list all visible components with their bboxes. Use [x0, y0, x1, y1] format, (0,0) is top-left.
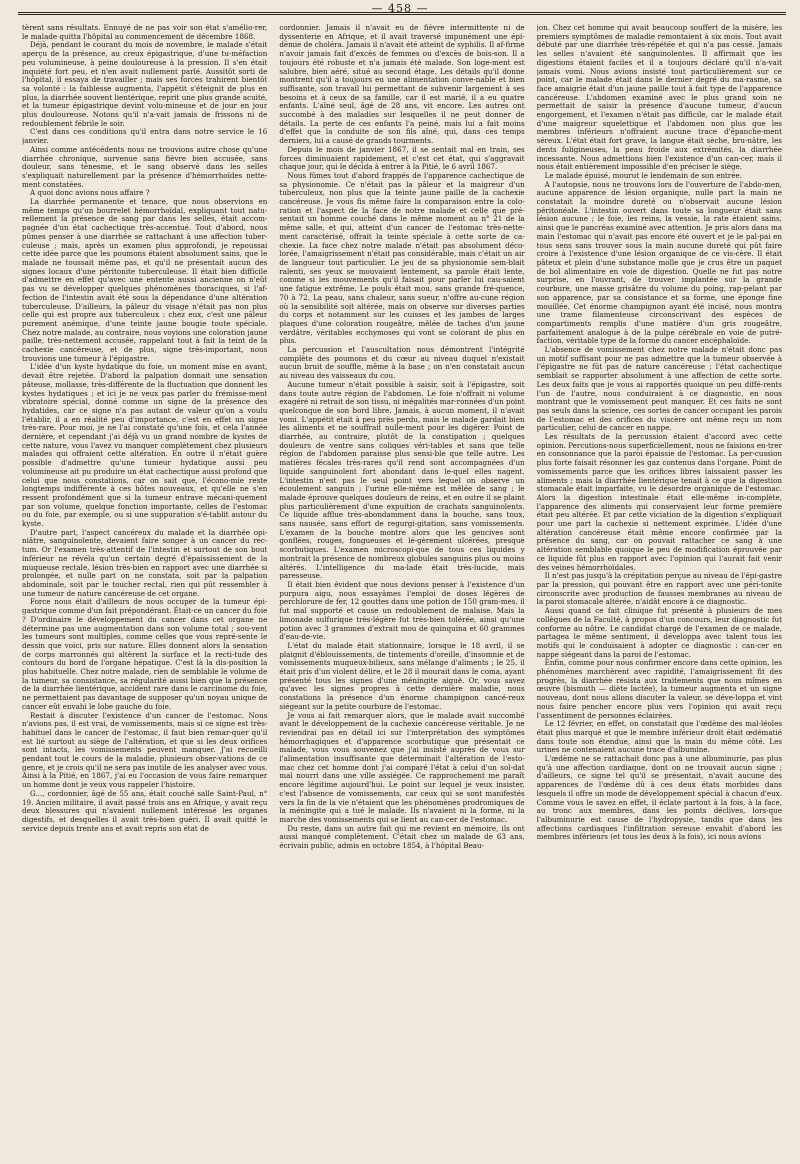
- text-columns: [22, 24, 782, 1156]
- paragraph: C'est dans ces conditions qu'il entra dans notre service le 16 janvier.: [22, 127, 268, 146]
- paragraph: A l'autopsie, nous ne trouvons lors de l'ouverture de l'abdo-men, aucune apparence de lésion organique, nulle part la main ne constatait la moindre dureté ou n'observait aucune lésion péritonéale. L'intestin ouvert dans toute sa longueur était sans lésion aucune ; le foie, les reins, la vessie, la rate étaient sains, ainsi que le pancréas examiné avec attention. Je pris alors dans ma main l'estomac qui n'avait pas encore été ouvert et je le pal-pai en tous sens sans trouver sous la main aucune dureté qui pût faire croire à l'existence d'une lésion organique de ce vis-cère. Il était pâteux et plein d'une substance molle que je crus être un paquet de bol alimentaire en voie de digestion. Quelle ne fut pas notre surprise, en l'ouvrant, de trouver implantée sur la grande courbure, une masse grisâtre du volume du poing, rap-pelant par son apparence, par sa consistance et sa forme, une éponge fine mouillée. Cet énorme champignon ayant été incisé, nous montra une trame filamenteuse circonscrivant des espèces de compartiments remplis d'une matière d'un gris rougeâtre, parfaitement analogue à de la pulpe cérébrale en voie de putré-faction, véritable type de la forme du cancer encéphaloïde.: [536, 179, 782, 346]
- paragraph: Depuis le mois de janvier 1867, il se sentait mal en train, ses forces diminuaient rapidement, et c'est cet état, qui s'aggravait chaque jour, qui le décida à entrer à la Pitié, le 6 avril 1867.: [279, 144, 525, 172]
- paragraph: Force nous était d'ailleurs de nous occuper de la tumeur épi-gastrique comme d'un fait prépondérant. Était-ce un cancer du foie ? D'ordinaire le développement du cancer dans cet organe ne détermine pas une augmentation dans son volume total ; sou-vent les tumeurs sont multiples, comme celles que vous repré-sente le dessin que voici, pris sur nature. Elles donnent alors la sensation de corps marronnés qui altèrent la surface et la recti-tude des contours du bord de l'organe hépatique. C'est là la dis-position la plus habituelle. Chez notre malade, rien de semblable le volume de la tumeur, sa consistance, sa régularité aussi bien que la présence de la diarrhée lientérique, accident rare dans le carcinome du foie, ne permettaient pas davantage de supposer qu'un noyau unique de cancer eût envahi le lobe gauche du foie.: [22, 597, 268, 711]
- paragraph: Du reste, dans un autre fait qui me revient en mémoire, ils ont aussi manqué complètement. C'était chez un malade de 63 ans, écrivain public, admis en octobre 1854, à l'hôpital Beau-: [279, 823, 525, 851]
- paragraph: L'état du malade était stationnaire, lorsque le 18 avril, il se plaignit d'éblouissements, de tintements d'oreille, d'insomnie et de vomissements muqueux-bilieux, sans mélange d'aliments ; le 25, il était pris d'un violent délire, et le 28 il mourait dans le coma, ayant présenté tous les signes d'une méningite aiguë. Or, vous savez qu'avec les signes propres à cette dernière maladie, nous constations la présence d'un énorme champignon cancé-reux siégeant sur la petite courbure de l'estomac.: [279, 640, 525, 711]
- paragraph: Je vous ai fait remarquer alors, que le malade avait succombé avant le développement de la cachexie cancéreuse véritable. Je ne reviendrai pas en détail ici sur l'interprétation des symptômes hémorrhagiques et d'apparence scorbutique que présentait ce malade, vous vous souvenez que j'ai insisté auprès de vous sur l'alimentation insuffisante que déterminait l'altération de l'esto-mac chez cet homme dont j'ai comparé l'état à celui d'un sol-dat mal nourri dans une ville assiégée. Ce rapprochement me paraît encore légitime aujourd'hui. Le point sur lequel je veux insister, c'est l'absence de vomissements, car ceux qui se sont manifestés vers la fin de la vie n'étaient que les phénomènes prodromiques de la méningite qui a tué le malade. Ils n'avaient ni la forme, ni la marche des vomissements qui se lient au can-cer de l'estomac.: [279, 710, 525, 824]
- paragraph: G..., cordonnier, âgé de 55 ans, était couché salle Saint-Paul, n° 19. Ancien militaire, il avait passé trois ans en Afrique, y avait reçu deux blessures qui n'avaient nullement intéressé les organes digestifs, et desquelles il avait très-bien guéri. Il avait quitté le service depuis trente ans et avait repris son état de: [22, 788, 268, 833]
- paragraph: Il était bien évident que nous devions penser à l'existence d'un purpura aigu, nous essayâmes l'emploi de doses légères de perchlorure de fer, 12 gouttes dans une potion de 150 gram-mes, il fut mal supporté et cause un redoublement de malaise. Mais la limonade sulfurique très-légère fut très-bien tolérée, ainsi qu'une potion avec 3 grammes d'extrait mou de quinquina et 60 grammes d'eau-de-vie.: [279, 580, 525, 642]
- paragraph: A quoi donc avions nous affaire ?: [30, 188, 150, 198]
- paragraph: Restait à discuter l'existence d'un cancer de l'estomac. Nous n'avions pas, il est vrai, de vomissements, mais si ce signe est très-habituel dans le cancer de l'estomac, il faut bien remar-quer qu'il est lié surtout au siège de l'altération, et que si les deux orifices sont intacts, les vomissements peuvent manquer. J'ai recueilli pendant tout le cours de la maladie, plusieurs obser-vations de ce genre, et je crois qu'il ne sera pas inutile de les analyser avec vous. Ainsi à la Pitié, en 1867, j'ai eu l'occasion de vous faire remarquer un homme dont je veux vous rappeler l'histoire.: [22, 710, 268, 790]
- header-rule: [18, 12, 786, 15]
- paragraph: tèrent sans résultats. Ennuyé de ne pas voir son état s'amélio-rer, le malade quitta l'hôpital au commencement de décembre 1868.: [22, 24, 268, 41]
- paragraph: Nous fûmes tout d'abord frappés de l'apparence cachectique de sa physionomie. Ce n'était pas la pâleur et la maigreur d'un tuberculeux, non plus que la teinte jaune paille de la cachexie cancéreuse. Je vous fis même faire la comparaison entre la colo-ration et l'aspect de la face de notre malade et celle que pré-sentait un homme couché dans le même moment au n° 21 de la même salle, et qui, atteint d'un cancer de l'estomac très-nette-ment caractérisé, offrait la teinte spéciale à cette sorte de ca-chexie. La face chez notre malade n'était pas absolument déco-lorée, l'amaigrissement n'était pas considérable, mais c'était un air de langueur tout particulier. Le jeu de sa physionomie sem-blait ralenti, ses yeux se mouvaient lentement, sa parole était lente, comme si les mouvements qu'il faisait pour parler lui cau-saient une fatigue extrême. Le pouls était mou, sans grande fré-quence, 70 à 72. La peau, sans chaleur, sans sueur, n'offre au-cune région où la sensibilité soit altérée, mais on observe sur diverses parties du corps et notamment sur les cuisses et les jambes de larges plaques d'une coloration rougeâtre, mêlée de taches d'un jaune verdâtre, véritables ecchymoses qui vont se colorant de plus en plus.: [279, 170, 525, 346]
- column-left: [22, 24, 267, 1156]
- paragraph: Enfin, comme pour nous confirmer encore dans cette opinion, les phénomènes marchèrent avec rapidité, l'amaigrissement fit des progrès, la diarrhée résista aux traitements que nous mîmes en œuvre (bismuth — diète lactée), la tumeur augmenta et un signe nouveau, dont nous allons discuter la valeur, se déve-loppa et vint nous faire pencher encore plus vers l'opinion qui avait reçu l'assentiment de personnes éclairées.: [536, 658, 782, 720]
- paragraph: D'autre part, l'aspect cancéreux du malade et la diarrhée opi-niâtre, sanguinolente, devaient faire songer à un cancer du rec-tum. Or l'examen très-attentif de l'intestin et surtout de son bout inférieur ne révéla qu'un certain degré d'épaississement de la muqueuse rectale, lésion très-bien en rapport avec une diarrhée si prolongée, et nulle part on ne constata, soit par la palpation abdominale, soit par le toucher rectal, rien qui pût ressembler à une tumeur de nature cancéreuse de cet organe.: [22, 527, 268, 598]
- paragraph: La percussion et l'auscultation nous démontrent l'intégrité complète des poumons et du cœur au niveau duquel n'existait aucun bruit de souffle, même à la base ; on n'en constatait aucun au niveau des vaisseaux du cou.: [279, 345, 525, 381]
- paragraph: cordonnier. Jamais il n'avait eu de fièvre intermittente ni de dyssenterie en Afrique, et il avait traversé impunément une épi-démie de choléra. Jamais il n'avait été atteint de syphilis. Il af-firme n'avoir jamais fait d'excès de femmes ou d'excès de bois-son. Il a toujours été robuste et n'a jamais été malade. Son loge-ment est salubre, bien aéré, situé au second étage. Les détails qu'il donne montrent qu'il a toujours eu une alimentation conve-nable et bien suffisante, son travail lui permettant de subvenir largement à ses besoins et à ceux de sa famille, car il est marié, il a eu quatre enfants. L'aîné seul, âgé de 28 ans, vit encore. Les autres ont succombé à des maladies sur lesquelles il ne peut donner de détails. La perte de ces enfants l'a peiné, mais lui a fait moins d'effet que la conduite de son fils aîné, qui, dans ces temps derniers, lui a causé de grands tourments.: [279, 24, 525, 146]
- paragraph: Ainsi comme antécédents nous ne trouvions autre chose qu'une diarrhée chronique, survenue sans fièvre bien accusée, sans douleur, sans ténesme, et le sang observé dans les selles s'expliquait naturellement par la présence d'hémorrhoïdes nette-ment constatées.: [22, 144, 268, 189]
- paragraph: L'idée d'un kyste hydatique du foie, un moment mise en avant, devait être rejetée. D'abord la palpation donnait une sensation pâteuse, mollasse, très-différente de la fluctuation que donnent les kystes hydatiques ; et ici je ne veux pas parler du frémisse-ment vibratoire spécial, donné comme un signe de la présence des hydatides, car ce signe n'a pas autant de valeur qu'on a voulu l'établir, il a en réalité peu d'importance, c'est en effet un signe très-rare. Pour moi, je ne l'ai constaté qu'une fois, et cela l'année dernière, et cependant j'ai déjà vu un grand nombre de kystes de cette nature, vous l'avez vu manquer complètement chez plusieurs malades qui offraient cette altération. En outre il n'était guère possible d'admettre qu'une tumeur hydatique aussi peu volumineuse ait pu produire un état cachectique aussi profond que celui que nous constations, car on sait que, l'écono-mie reste longtemps indifférente à ces hôtes nouveaux, et qu'elle ne s'en ressent profondément que si la tumeur entrave mécani-quement par son volume, quelque fonction importante, celles de l'estomac ou du foie, par exemple, ou si une suppuration s'é-tablit autour du kyste.: [22, 362, 268, 529]
- paragraph: Il n'est pas jusqu'à la crépitation perçue au niveau de l'épi-gastre par la pression, qui pouvant être en rapport avec une péri-tonite circonscrite avec production de fausses membranes au niveau de la paroi stomacale altérée, n'aidât encore à ce diagnostic.: [536, 571, 782, 607]
- paragraph: Aussi quand ce fait clinique fut présenté à plusieurs de mes collègues de la Faculté, à propos d'un concours, leur diagnostic fut conforme au nôtre. Le candidat chargé de l'examen de ce malade, partagea le même sentiment, il développa avec talent tous les motifs qui le conduisaient à adopter ce diagnostic : can-cer en nappe siégeant dans la paroi de l'estomac.: [536, 606, 782, 659]
- paragraph: Le malade épuisé, mourut le lendemain de son entrée.: [544, 170, 743, 180]
- page-number: — 458 —: [371, 2, 429, 15]
- paragraph: La diarrhée permanente et tenace, que nous observions en même temps qu'un bourrelet hémorrhoïdal, expliquant tout natu-rellement la présence de sang par dans les selles, était accom-pagnée d'un état cachectique très-accentué. Tout d'abord, nous pûmes penser à une diarrhée se rattachant à une affection tuber-culeuse ; mais, après un examen plus approfondi, je repoussai cette idée parce que les poumons étaient absolument sains, que le malade ne toussait même pas, et qu'il ne présentait aucun des signes locaux d'une péritonite tuberculeuse. Il était bien difficile d'admettre en effet qu'avec une entente aussi ancienne on n'eût pas vu se développer quelques phénomènes thoraciques, si l'af-fection de l'intestin avait été sous la dépendance d'une altération tuberculeuse. D'ailleurs, la pâleur du visage n'était pas non plus celle qui est propre aux tuberculeux : chez eux, c'est une pâleur purement anémique, d'une teinte jaune bougie toute spéciale. Chez notre malade, au contraire, nous voyions une coloration jaune paille, très-nettement accusée, rappelant tout à fait la teint de la cachexie cancéreuse, et de plus, signe très-important, nous trouvions une tumeur à l'épigastre.: [22, 197, 268, 363]
- paragraph: Les résultats de la percussion étaient d'accord avec cette opinion. Percutions-nous superficiellement, nous ne faisions en-trer en consonnance que la paroi épaissie de l'estomac. La per-cussion plus forte faisait résonner les gaz contenus dans l'organe. Point de vomissements parce que les orifices libres laissaient passer les aliments ; mais la diarrhée lientérique tenait à ce que la digestion stomacale était imparfaite, vu le désordre organique de l'estomac. Alors la digestion intestinale était elle-même in-complète, l'apparence des aliments qui conservaient leur forme première était peu altérée. Et par cette viciation de la digestion s'expliquait pour une part la cachexie si nettement exprimée. L'idée d'une altération cancéreuse était même encore confirmée par la présence du sang, car on pouvait rattacher ce sang à une altération semblable quoique le peu de modification éprouvée par ce liquide fût plus en rapport avec l'opinion qui l'aurait fait venir des veines hémorrhoïdales.: [536, 432, 782, 572]
- column-middle: [279, 24, 524, 1156]
- paragraph: Aucune tumeur n'était possible à saisir, soit à l'épigastre, soit dans toute autre région de l'abdomen. Le foie n'offrait ni volume exagéré ni retrait de son tissu, ni inégalités mar-ronnées d'un point quelconque de son bord libre. Jamais, à aucun moment, il n'avait vomi. L'appétit était à peu près perdu, mais le malade gardait bien les aliments et ne souffrait nulle-ment pour les digérer. Point de diarrhée, au contraire, plutôt de la constipation ; quelques douleurs de ventre sans coliques véri-tables et sans que telle région de l'abdomen paraisse plus sensi-ble que telle autre. Les matières fécales très-rares qu'il rend sont accompagnées d'un liquide sanguinolent fort abondant dans le-quel elles nagent. L'intestin n'est pas le seul point vers lequel on observe un écoulement sanguin ; l'urine elle-même est mêlée de sang ; le malade éprouve quelques douleurs de reins, et en outre il se plaint plus particulièrement d'une expuition de crachats sanguinolents. Ce liquide affluе très-abondamment dans la bouche, sans toux, sans nausée, sans effort de regurgi-gitation, sans vomissements. L'examen de la bouche montre alors que les gencives sont gonflées, rouges, fongueuses et lé-gèrement ulcérées, presque scorbutiques. L'examen microscopi-que de tous ces liquides y montrait la présence de nombreux globules sanguins plus ou moins altérés. L'intelligence du ma-lade était très-lucide, mais paresseuse.: [279, 379, 525, 581]
- paragraph: L'absence de vomissement chez notre malade n'était donc pas un motif suffisant pour ne pas admettre que la tumeur observée à l'épigastre ne fût pas de nature cancéreuse ; l'état cachectique semblait se rapporter absolument à une affection de cette sorte. Les deux faits que je vous ai rapportés quoique un peu diffé-rents l'un de l'autre, nous conduiraient à ce diagnostic, en nous montrant que le vomissement peut manquer. Et ces faits ne sont pas seuls dans la science, ces sortes de cancer occupant les parois de l'estomac et des orifices du viscère ont même reçu un nom particulier, celui de cancer en nappe.: [536, 345, 782, 433]
- paragraph: Déjà, pendant le courant du mois de novembre, le malade s'était aperçu de la présence, au creux épigastrique, d'une tu-méfaction peu volumineuse, à peine douloureuse à la pression. Il s'en était inquiété fort peu, et n'en avait nullement parlé. Aussitôt sorti de l'hôpital, il essaya de travailler ; mais ses forces trahirent bientôt sa volonté : la faiblesse augmenta, l'appétit s'éteignit de plus en plus, la diarrhée souvent lientérique, reprit une plus grande acuité, et la tumeur épigastrique devint volu-mineuse et de jour en jour plus douloureuse. Notons qu'il n'a-vait jamais de frissons ni de redoublement fébrile le soir.: [22, 40, 268, 128]
- paragraph: jon. Chez cet homme qui avait beaucoup souffert de la misère, les premiers symptômes de maladie remontaient à six mois. Tout avait débuté par une diarrhée très-répétée et qui n'a pas cessé. Jamais les selles n'avaient été sanguinolentes. Il affirmait que les digestions étaient faciles et il a toujours déclaré qu'il n'a-vait jamais vomi. Nous avions insisté tout particulièrement sur ce point, car le malade était dans le dernier degré du ma-rasme, sa face amaigrie était d'un jaune paille tout à fait type de l'apparence cancéreuse. L'abdomen examiné avec le plus grand soin ne permettait de saisir la présence d'aucune tumeur, d'aucun engorgement, et l'examen n'était pas difficile, car le malade était d'une maigreur squelettique et l'abdomen non plus que les membres inférieurs n'offraient aucune trace d'épanche-ment séreux. L'état était fort grave, la langue était sèche, bru-nâtre, les dents fuligineuses, la peau froide aux extrémités, la diarrhée incessante. Nous admettions bien l'existence d'un can-cer, mais il nous était entièrement impossible d'en préciser le siège.: [536, 24, 782, 172]
- paragraph: L'œdème ne se rattachait donc pas à une albuminurie, pas plus qu'à une affection cardiaque, dont on ne trouvait aucun signe ; d'ailleurs, ce signe tel qu'il se présentait, n'avait aucune des apparences de l'œdème dû à ces deux états morbides dans lesquels il offre un mode de développement spécial à chacun d'eux. Comme vous le savez en effet, il éclate partout à la fois, à la face, au tronc aux membres, dans les points déclives, lors-que l'albuminurie est cause de l'hydropysie, tandis que dans les affections cardiaques l'infiltration séreuse envahit d'abord les membres inférieurs (et tous les deux à la fois), ici nous avions: [536, 754, 782, 842]
- paragraph: Le 12 février, en effet, on constatait que l'œdème des mal-léoles était plus marqué et que le membre inférieur droit était œdématié dans toute son étendue, ainsi que la main du même côté. Les urines ne contenaient aucune trace d'albumine.: [536, 719, 782, 755]
- column-right: [537, 24, 782, 1156]
